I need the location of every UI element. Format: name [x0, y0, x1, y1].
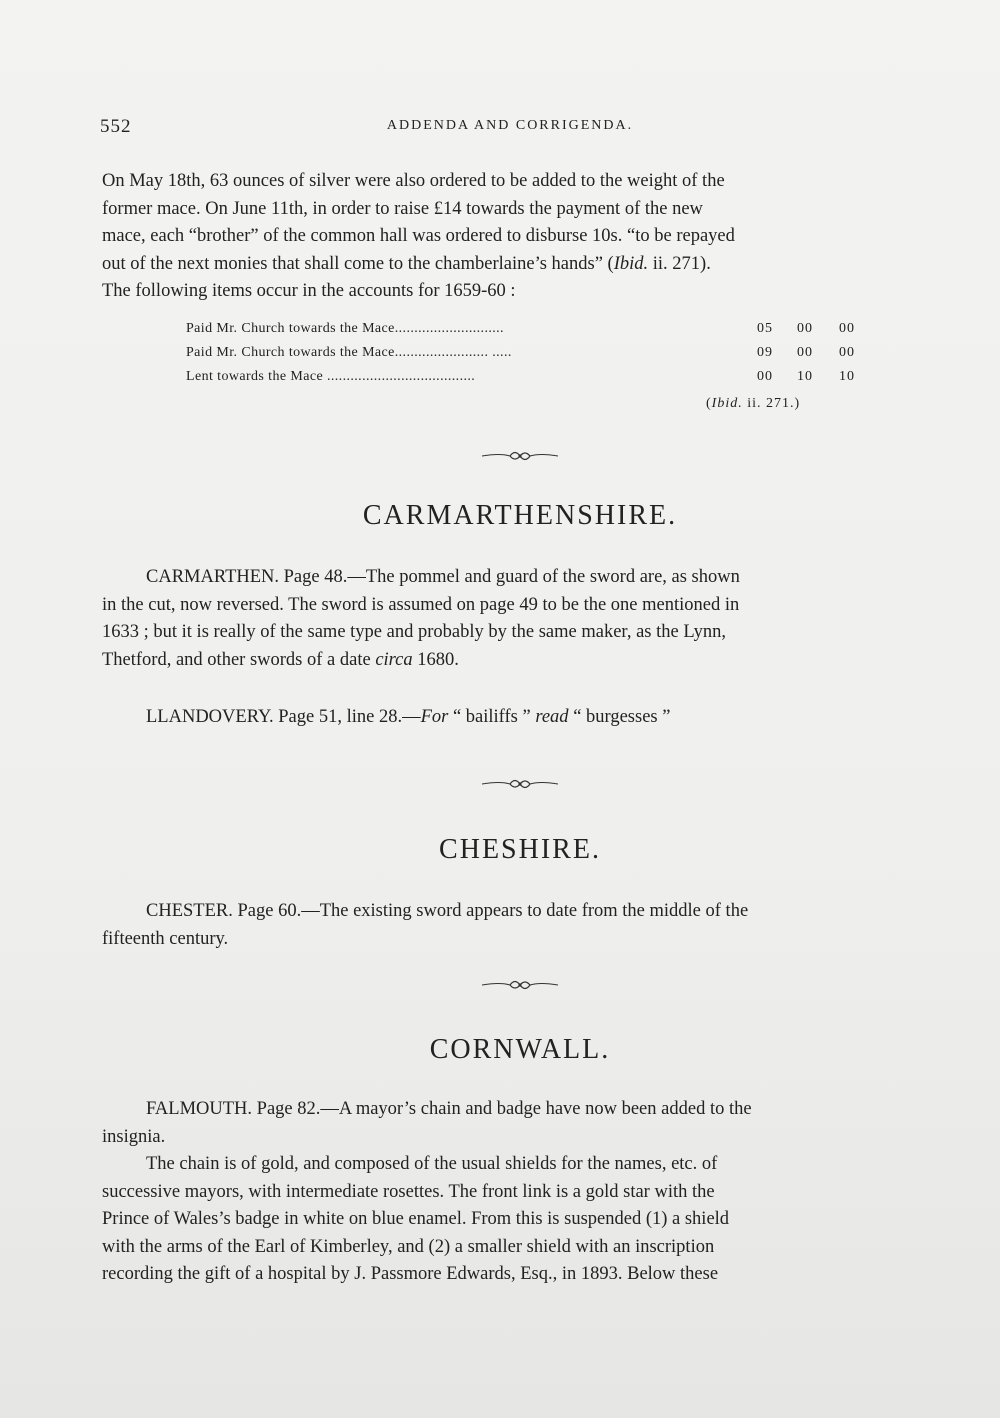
table-row	[186, 321, 858, 345]
text-line: Prince of Wales’s badge in white on blue enamel. From this is suspended (1) a shield	[102, 1209, 730, 1229]
ornament-divider-icon	[480, 775, 560, 791]
text-span: LLANDOVERY. Page 51, line 28.—	[146, 707, 421, 727]
account-description: Paid Mr. Church towards the Mace............................	[186, 321, 504, 336]
account-pounds: 05	[757, 321, 773, 336]
text-line: On May 18th, 63 ounces of silver were also ordered to be added to the weight of the	[102, 171, 725, 191]
text-span: “ bailiffs ”	[448, 707, 536, 727]
chain-paragraph	[102, 1151, 938, 1289]
account-description: Paid Mr. Church towards the Mace........................ .....	[186, 345, 512, 360]
carmarthen-paragraph	[102, 564, 938, 674]
text-line: with the arms of the Earl of Kimberley, and (2) a smaller shield with an inscription	[102, 1236, 715, 1257]
text-span: (	[706, 396, 712, 411]
account-description: Lent towards the Mace ......................................	[186, 369, 476, 384]
account-pence: 10	[839, 369, 855, 384]
table-row	[186, 345, 858, 369]
section-heading-cornwall: CORNWALL.	[429, 1034, 611, 1065]
text-line: in the cut, now reversed. The sword is assumed on page 49 to be the one mentioned in	[102, 594, 740, 615]
text-line	[102, 647, 938, 675]
text-line: 1633 ; but it is really of the same type and probably by the same maker, as the Lynn,	[102, 622, 726, 642]
account-pence: 00	[839, 321, 855, 336]
italic-text: read	[535, 707, 569, 727]
account-shillings: 10	[797, 369, 813, 384]
text-span: Thetford, and other swords of a date	[102, 649, 376, 670]
section-heading-cheshire: CHESHIRE.	[439, 834, 601, 865]
text-line: recording the gift of a hospital by J. Passmore Edwards, Esq., in 1893. Below these	[102, 1264, 719, 1284]
text-line	[102, 251, 938, 279]
page-header	[100, 116, 920, 140]
accounts-reference	[706, 396, 800, 412]
italic-text: Ibid.	[711, 396, 743, 411]
italic-text: For	[420, 707, 449, 727]
text-line: successive mayors, with intermediate rosettes. The front link is a gold star with the	[102, 1181, 715, 1202]
text-line: mace, each “brother” of the common hall was ordered to disburse 10s. “to be repayed	[102, 226, 735, 246]
text-span: ii. 271.)	[742, 396, 801, 411]
text-line	[102, 564, 938, 592]
text-span: ii. 271).	[648, 253, 711, 274]
account-pence: 00	[839, 345, 855, 360]
account-pounds: 00	[757, 369, 773, 384]
text-span: CARMARTHEN. Page 48.—The pommel and guard of the sword are, as shown	[146, 567, 740, 587]
text-span: 1680.	[412, 649, 459, 670]
text-span: FALMOUTH. Page 82.—A mayor’s chain and badge have now been added to the	[146, 1099, 752, 1119]
text-span: “ burgesses ”	[568, 707, 671, 727]
ornament-divider-icon	[480, 447, 560, 463]
text-span: out of the next monies that shall come to the chamberlaine’s hands” (	[102, 253, 614, 274]
ornament-divider-icon	[480, 976, 560, 992]
running-title: ADDENDA AND CORRIGENDA.	[386, 118, 634, 133]
table-row	[186, 369, 858, 393]
text-line: fifteenth century.	[102, 928, 229, 949]
text-span: The chain is of gold, and composed of the usual shields for the names, etc. of	[146, 1154, 718, 1174]
page-number: 552	[100, 116, 132, 137]
account-shillings: 00	[797, 321, 813, 336]
llandovery-paragraph	[102, 704, 938, 732]
text-line	[102, 898, 938, 926]
accounts-table	[186, 321, 858, 393]
chester-paragraph	[102, 898, 938, 953]
text-line	[102, 1151, 938, 1179]
section-heading-carmarthenshire: CARMARTHENSHIRE.	[362, 500, 678, 531]
italic-text: circa	[375, 649, 413, 670]
text-line	[102, 704, 938, 732]
text-span: CHESTER. Page 60.—The existing sword appears to date from the middle of the	[146, 901, 749, 921]
text-line: insignia.	[102, 1126, 166, 1147]
falmouth-paragraph	[102, 1096, 938, 1151]
account-shillings: 00	[797, 345, 813, 360]
text-line: former mace. On June 11th, in order to raise £14 towards the payment of the new	[102, 198, 703, 219]
text-line: The following items occur in the accounts for 1659-60 :	[102, 281, 516, 301]
intro-paragraph	[102, 168, 938, 306]
account-pounds: 09	[757, 345, 773, 360]
text-line	[102, 1096, 938, 1124]
italic-text: Ibid.	[613, 253, 649, 274]
